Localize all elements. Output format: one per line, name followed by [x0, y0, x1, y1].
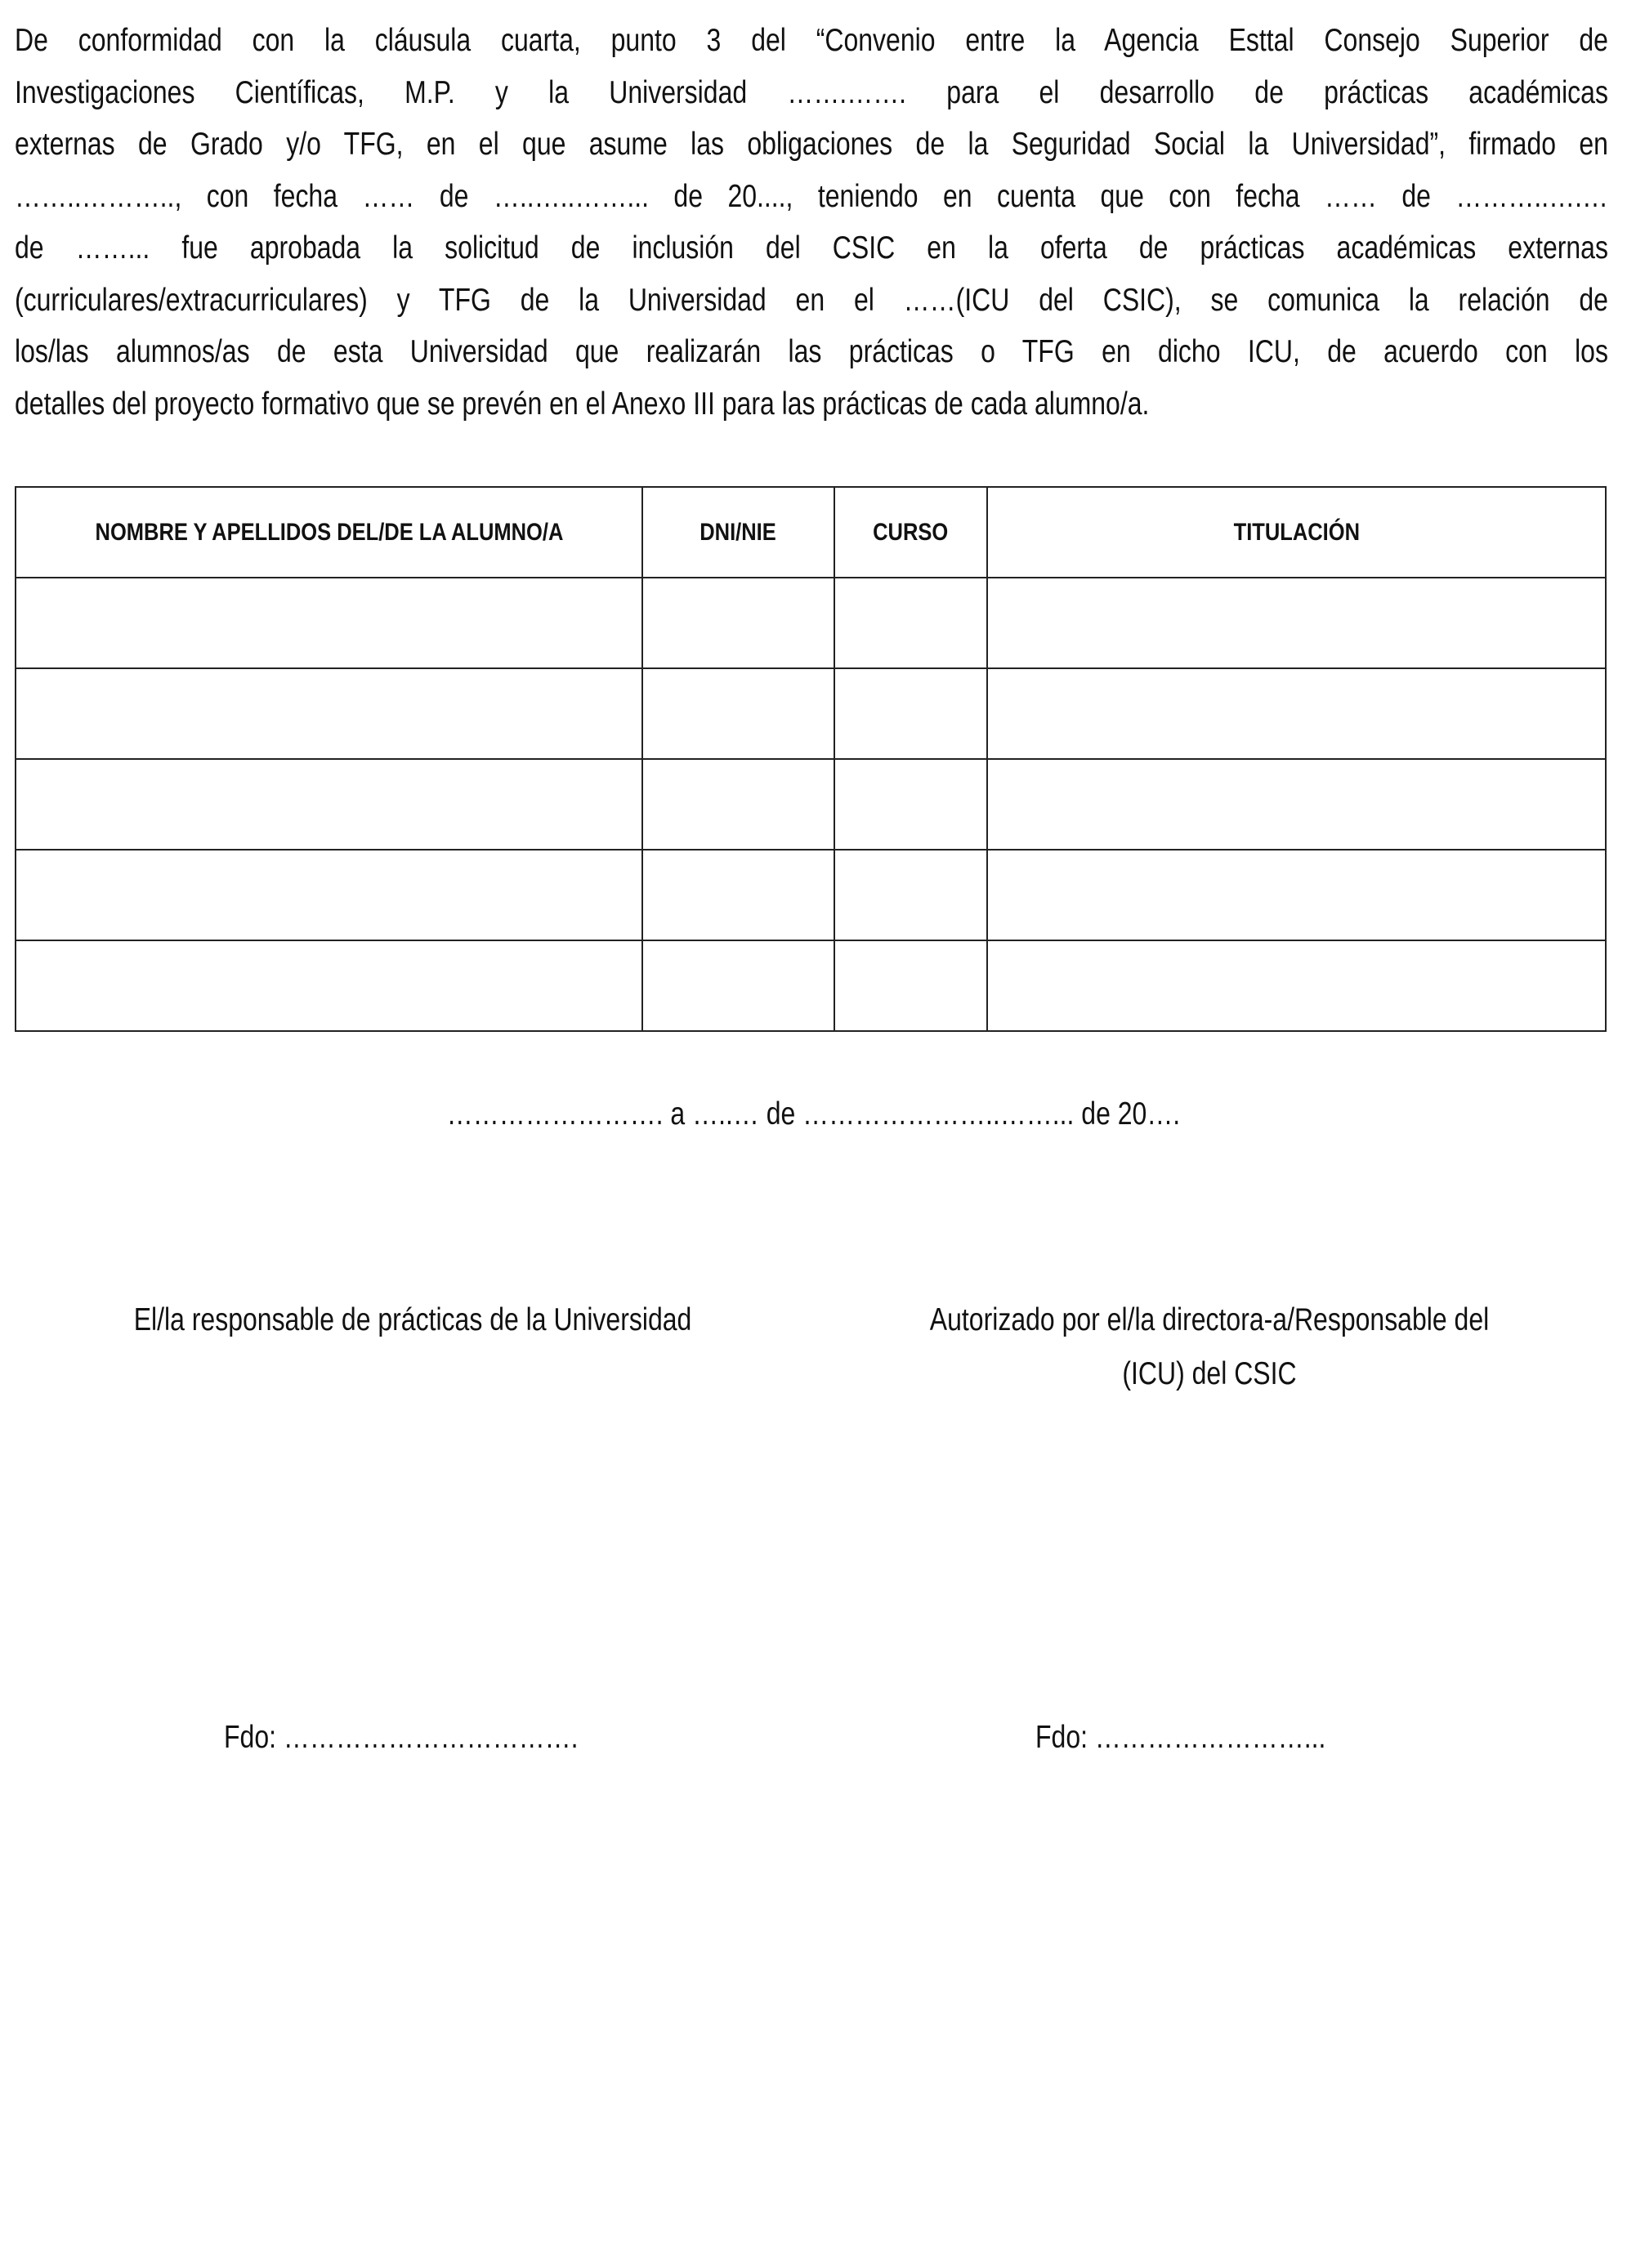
intro-paragraph	[15, 15, 1608, 430]
paragraph-line: ……..……….., con fecha …… de …..…..……... de 20...., teniendo en cuenta que con fecha …… de ………..….…	[15, 178, 1608, 214]
curso-cell[interactable]	[834, 940, 987, 1031]
dni-cell[interactable]	[642, 759, 834, 850]
dni-cell[interactable]	[642, 668, 834, 759]
university-signer-label: El/la responsable de prácticas de la Universidad	[133, 1302, 692, 1337]
header-dni: DNI/NIE	[642, 487, 834, 578]
students-table	[15, 486, 1607, 1032]
name-cell[interactable]	[16, 578, 642, 668]
dni-cell[interactable]	[642, 578, 834, 668]
paragraph-line: los/las alumnos/as de esta Universidad que realizarán las prácticas o TFG en dicho ICU, de acuerdo con los	[15, 334, 1608, 369]
name-cell[interactable]	[16, 940, 642, 1031]
titulacion-cell[interactable]	[987, 850, 1606, 940]
paragraph-line: detalles del proyecto formativo que se prevén en el Anexo III para las prácticas de cada alumno/a.	[15, 386, 1150, 422]
curso-cell[interactable]	[834, 759, 987, 850]
table-row	[16, 850, 1606, 940]
titulacion-cell[interactable]	[987, 759, 1606, 850]
curso-cell[interactable]	[834, 668, 987, 759]
header-name: NOMBRE Y APELLIDOS DEL/DE LA ALUMNO/A	[16, 487, 642, 578]
table-header-row	[16, 487, 1606, 578]
titulacion-cell[interactable]	[987, 578, 1606, 668]
table-row	[16, 668, 1606, 759]
paragraph-line: Investigaciones Científicas, M.P. y la Universidad …….……. para el desarrollo de prácticas académicas	[15, 74, 1608, 110]
csic-signer-label-line2: (ICU) del CSIC	[1122, 1356, 1297, 1391]
curso-cell[interactable]	[834, 578, 987, 668]
name-cell[interactable]	[16, 850, 642, 940]
titulacion-cell[interactable]	[987, 940, 1606, 1031]
dni-cell[interactable]	[642, 850, 834, 940]
paragraph-line: De conformidad con la cláusula cuarta, punto 3 del “Convenio entre la Agencia Esttal Consejo Superior de	[15, 23, 1608, 58]
header-curso: CURSO	[834, 487, 987, 578]
csic-signature-field: Fdo: ……………………...	[1035, 1720, 1326, 1755]
table-row	[16, 578, 1606, 668]
header-titulacion: TITULACIÓN	[987, 487, 1606, 578]
university-signature-field: Fdo: …………………………….	[224, 1720, 579, 1755]
titulacion-cell[interactable]	[987, 668, 1606, 759]
curso-cell[interactable]	[834, 850, 987, 940]
name-cell[interactable]	[16, 759, 642, 850]
name-cell[interactable]	[16, 668, 642, 759]
paragraph-line: (curriculares/extracurriculares) y TFG de la Universidad en el ……(ICU del CSIC), se comunica la relación de	[15, 282, 1608, 318]
paragraph-line: de ……... fue aprobada la solicitud de inclusión del CSIC en la oferta de prácticas académicas externas	[15, 230, 1608, 266]
date-line: ……………………. a …..… de …………………..……... de 20….	[446, 1096, 1181, 1132]
table-row	[16, 940, 1606, 1031]
table-row	[16, 759, 1606, 850]
dni-cell[interactable]	[642, 940, 834, 1031]
paragraph-line: externas de Grado y/o TFG, en el que asume las obligaciones de la Seguridad Social la Universidad”, firmado en	[15, 127, 1608, 162]
csic-signer-label-line1: Autorizado por el/la directora-a/Responsable del	[929, 1302, 1490, 1337]
